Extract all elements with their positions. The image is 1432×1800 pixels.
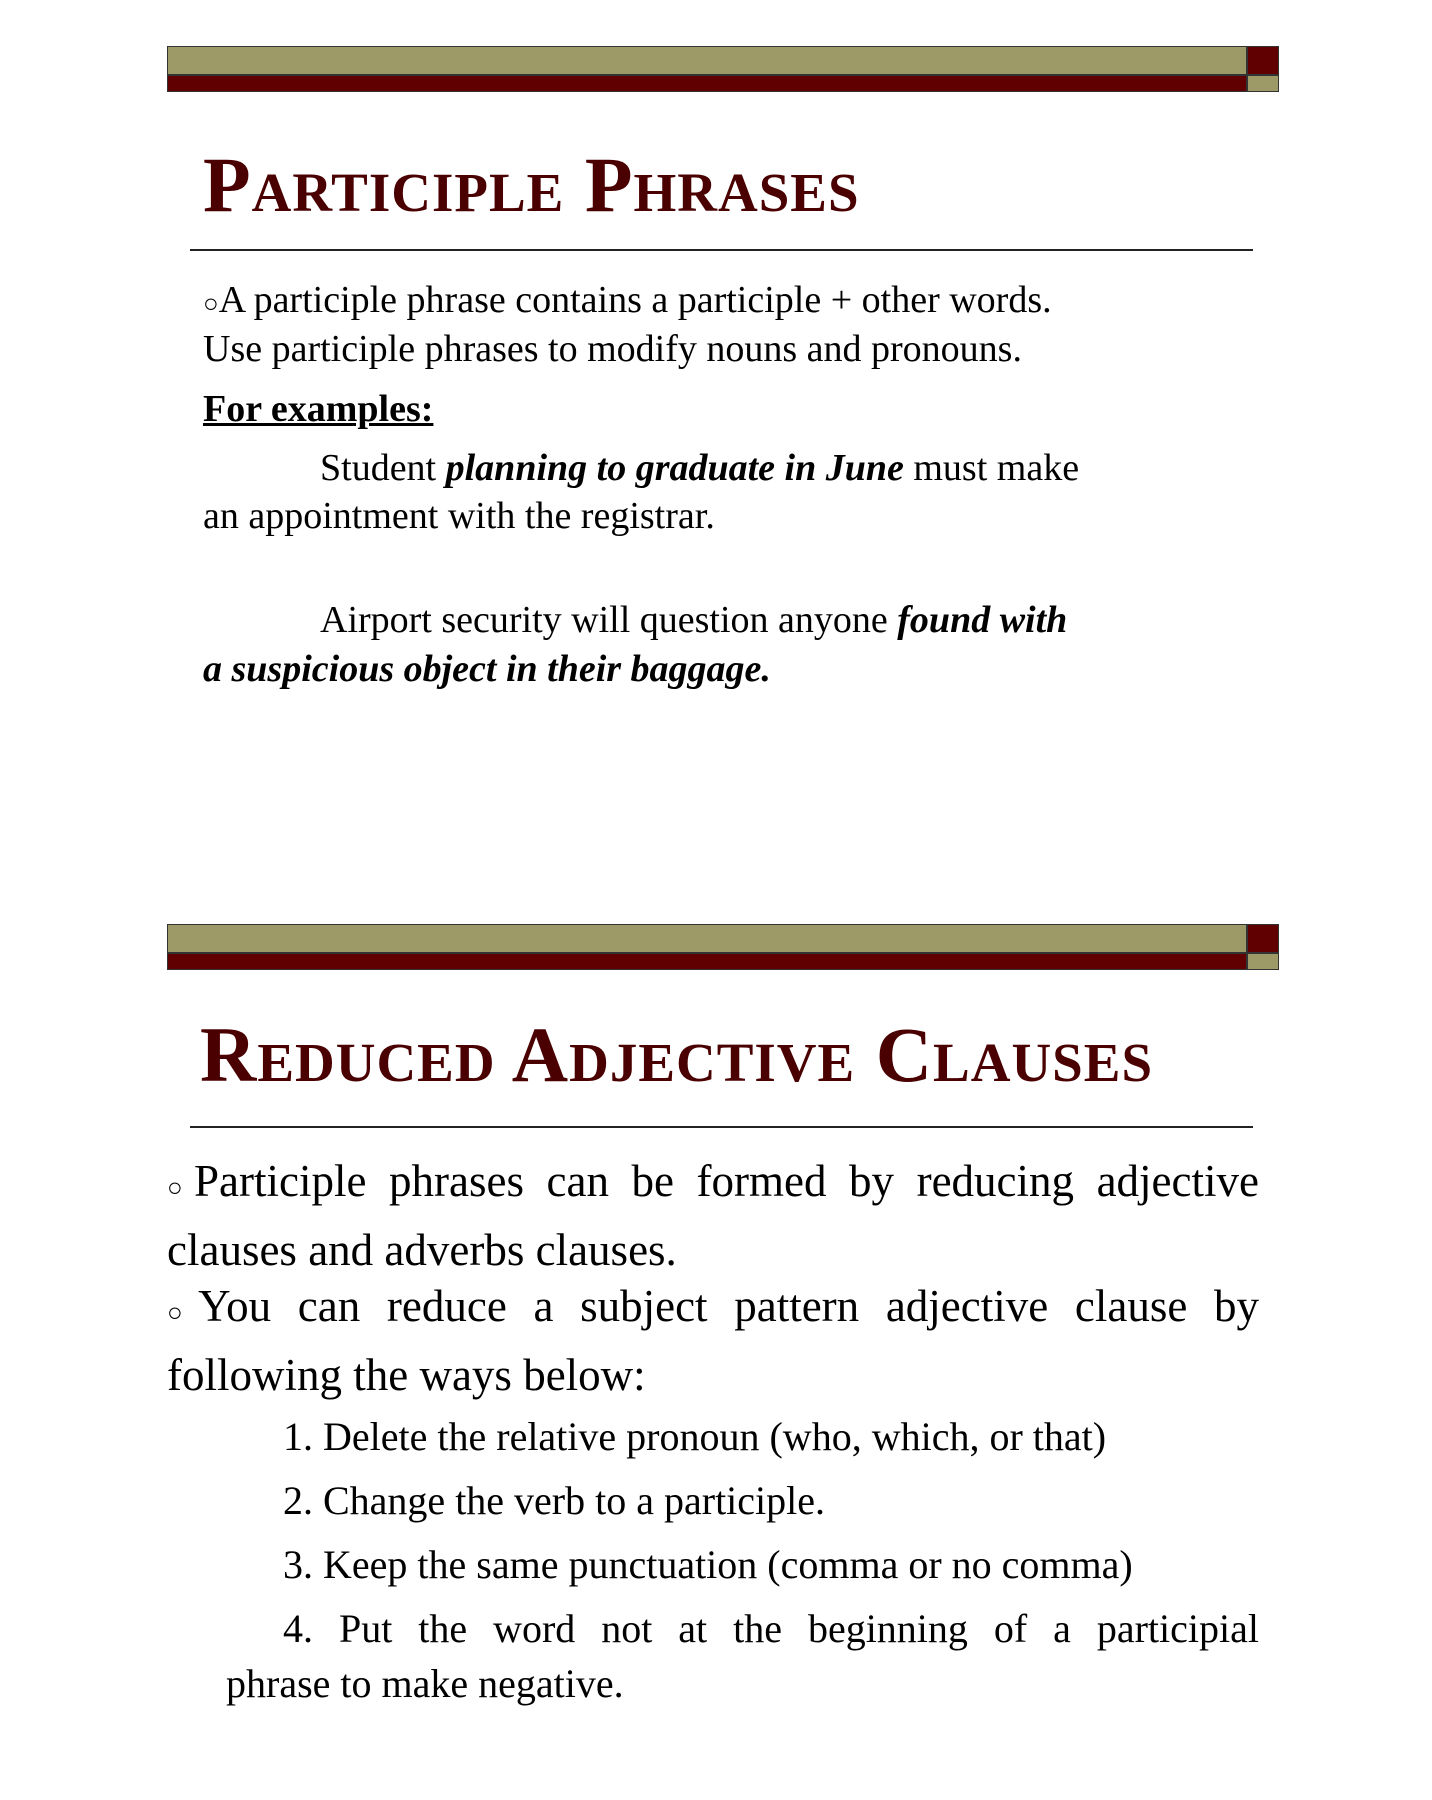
bullet-icon: ○	[167, 1173, 195, 1202]
paragraph	[167, 1150, 1259, 1281]
participle-phrase: a suspicious object in their baggage.	[203, 648, 771, 690]
examples-label: For examples:	[203, 388, 434, 430]
participle-phrase: found with	[897, 599, 1068, 641]
participle-phrase: planning to graduate in June	[445, 447, 904, 489]
text: Student	[320, 447, 446, 489]
header-bar	[167, 46, 1279, 92]
divider	[190, 1126, 1253, 1128]
slide-title: Participle Phrases	[203, 141, 860, 228]
text-line: Use participle phrases to modify nouns and pronouns.	[203, 328, 1022, 370]
text: You can reduce a subject pattern adjective clause by following the ways below:	[167, 1281, 1259, 1400]
step-item: 4. Put the word not at the beginning of a participial	[283, 1606, 1259, 1651]
step-item: 1. Delete the relative pronoun (who, which, or that)	[283, 1414, 1107, 1459]
step-item-continued: phrase to make negative.	[226, 1661, 624, 1706]
example-2	[320, 598, 1067, 642]
header-bar	[167, 924, 1279, 970]
slide-title: Reduced Adjective Clauses	[200, 1011, 1154, 1098]
text: Participle phrases can be formed by reducing adjective clauses and adverbs clauses.	[167, 1156, 1259, 1275]
text-line: an appointment with the registrar.	[203, 495, 715, 537]
bullet-icon: ○	[203, 289, 219, 318]
text: Airport security will question anyone	[320, 599, 898, 641]
text: A participle phrase contains a participle + other words.	[218, 279, 1052, 321]
text-line	[203, 278, 1052, 322]
example-1	[320, 446, 1079, 490]
paragraph	[167, 1275, 1259, 1406]
text: must make	[903, 447, 1080, 489]
step-item: 2. Change the verb to a participle.	[283, 1478, 826, 1523]
bullet-icon: ○	[167, 1298, 199, 1327]
divider	[190, 249, 1253, 251]
step-item: 3. Keep the same punctuation (comma or no comma)	[283, 1542, 1133, 1587]
